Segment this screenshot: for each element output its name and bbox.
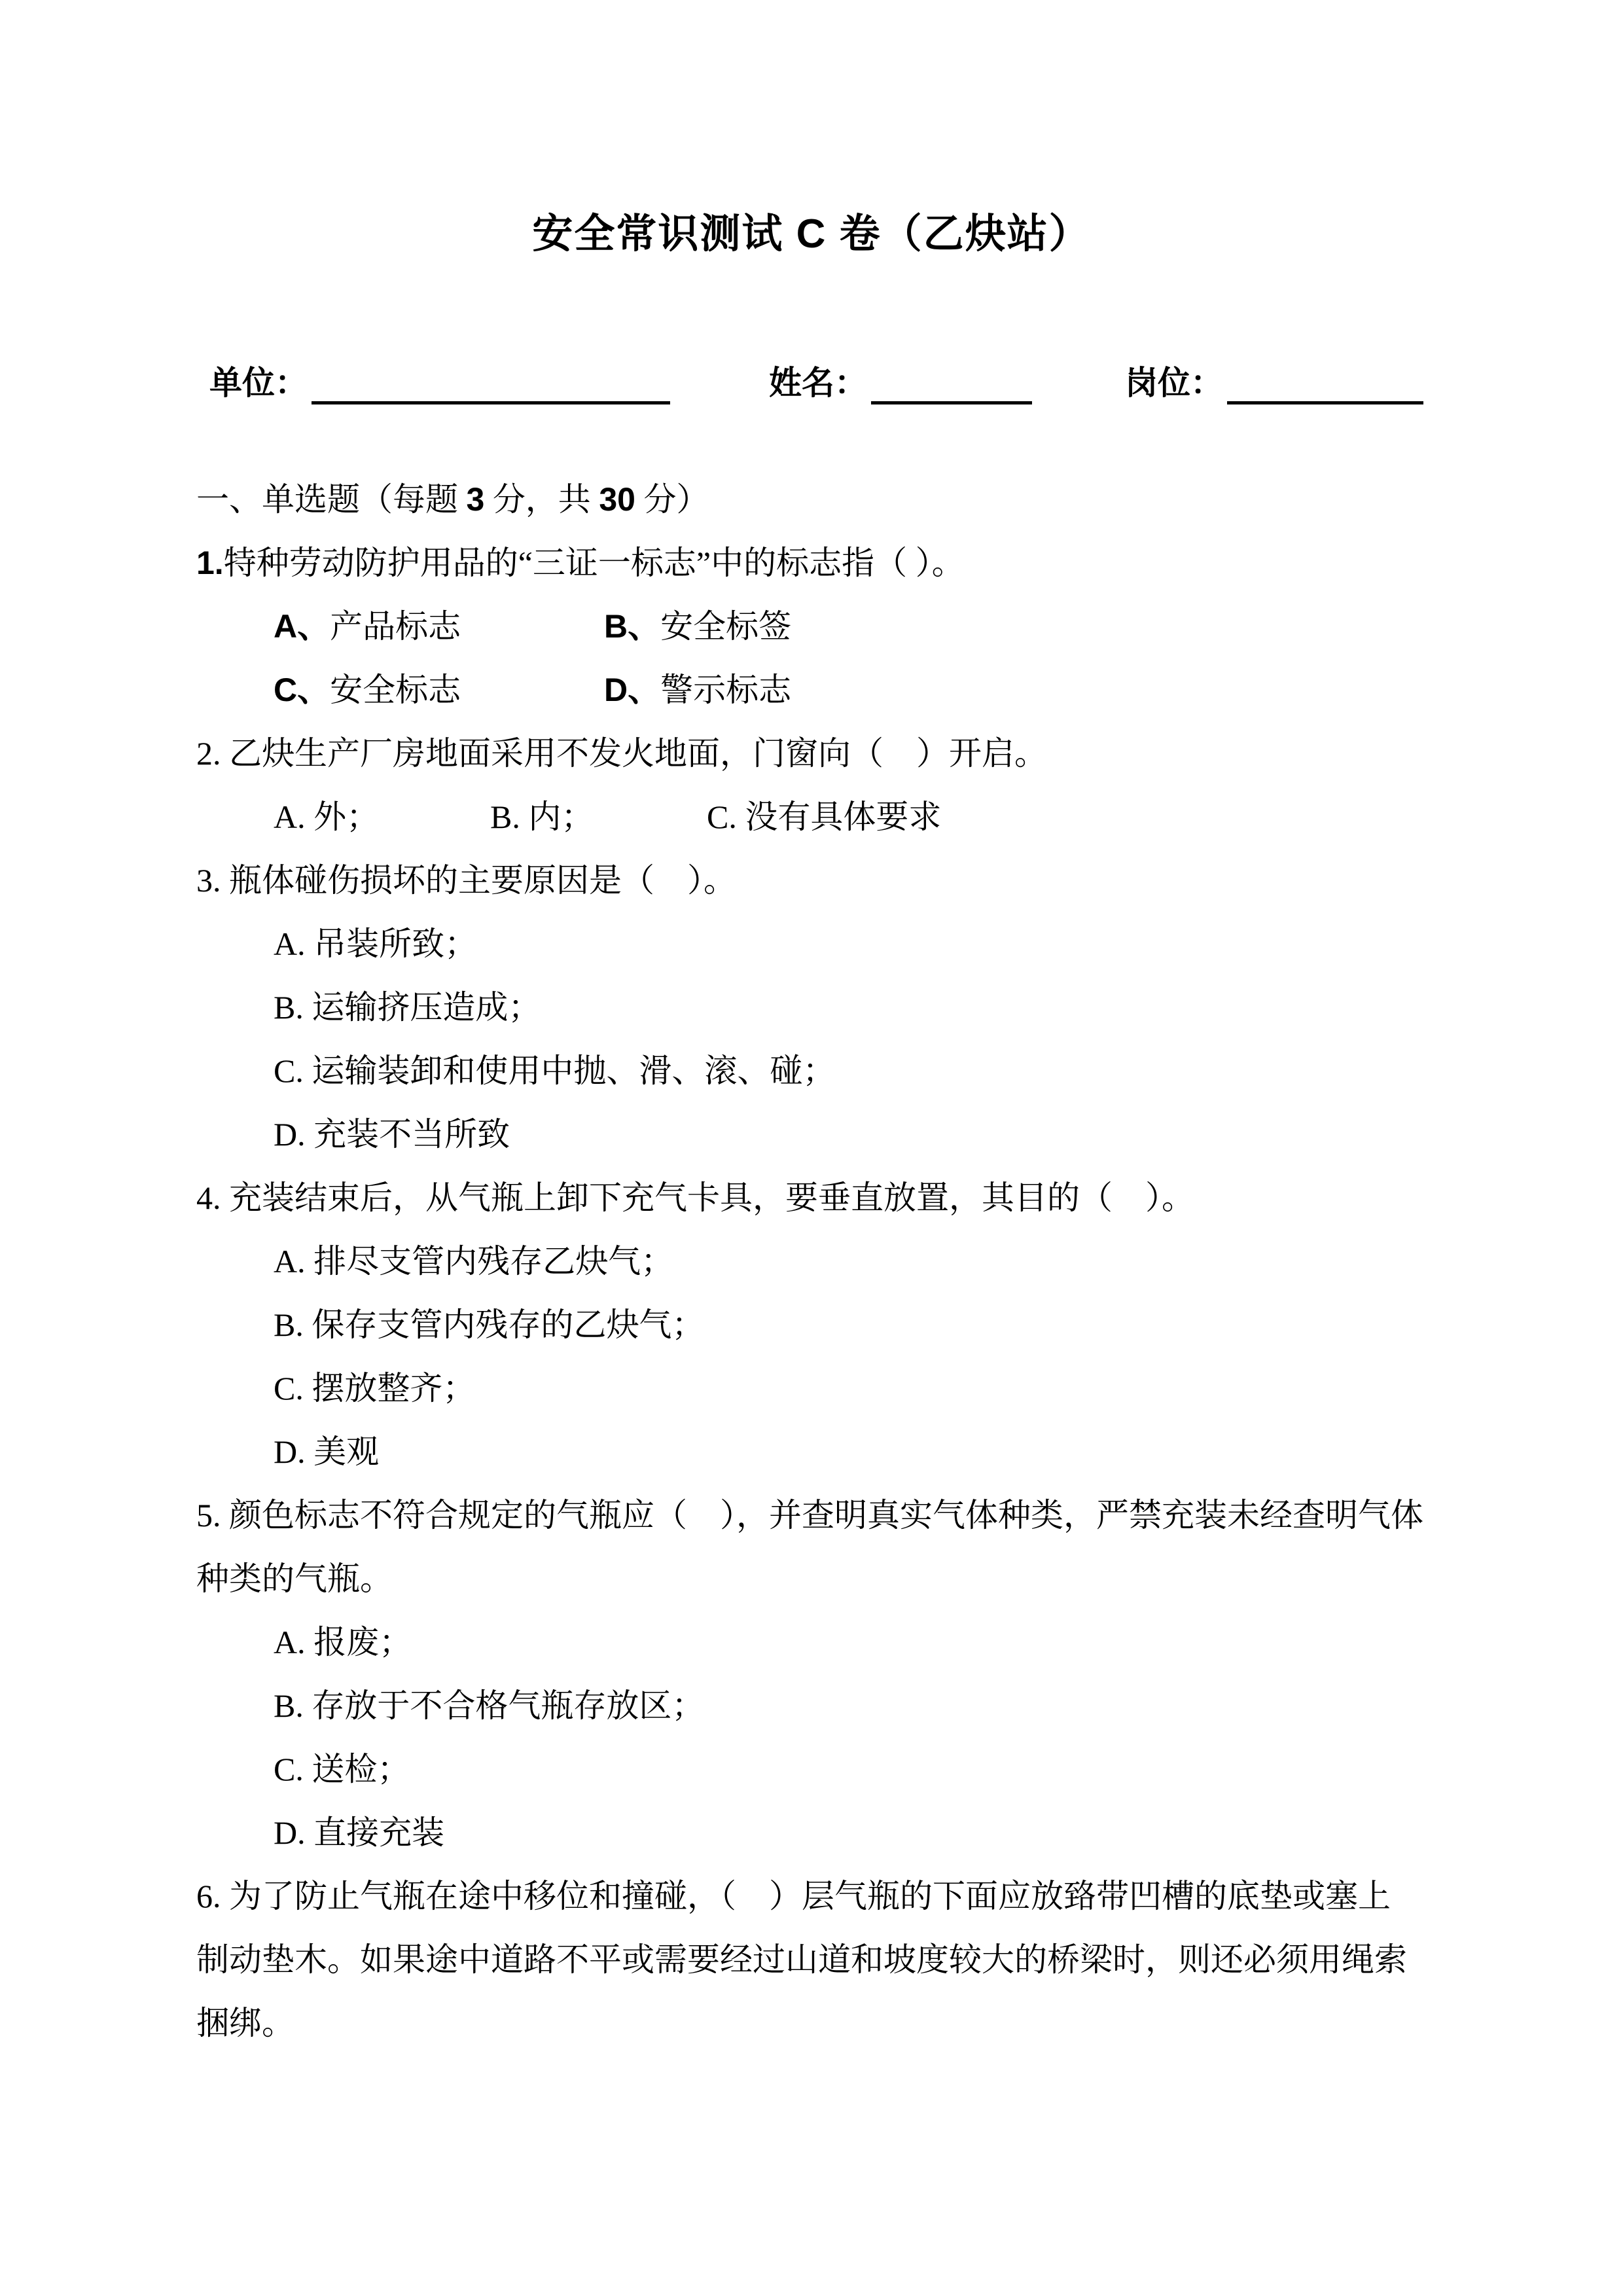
post-label: 岗位： <box>1125 365 1223 401</box>
question-4-number: 4. <box>196 1179 221 1216</box>
q1-option-d: D、警示标志 <box>604 672 792 708</box>
q3-option-c: C. 运输装卸和使用中抛、滑、滚、碰； <box>274 1052 836 1089</box>
q1-options-row-1 <box>196 595 1453 658</box>
score-each: 3 <box>466 481 485 518</box>
question-5-number: 5. <box>196 1497 221 1534</box>
post-field <box>1125 361 1423 404</box>
q1-option-b: B、安全标签 <box>604 608 792 645</box>
q4-option-b: B. 保存支管内残存的乙炔气； <box>274 1306 705 1343</box>
question-1 <box>196 531 1453 595</box>
question-6-line-2: 制动垫木。如果途中道路不平或需要经过山道和坡度较大的桥梁时，则还必须用绳索 <box>196 1941 1407 1978</box>
name-field <box>769 361 1032 404</box>
q1-option-c: C、安全标志 <box>274 672 461 708</box>
name-blank-line <box>871 365 1032 404</box>
name-label: 姓名： <box>769 365 867 401</box>
score-total: 30 <box>599 481 635 518</box>
question-2 <box>196 722 1453 785</box>
q3-option-b: B. 运输挤压造成； <box>274 989 541 1026</box>
question-6-line-1 <box>196 1865 1453 1928</box>
q3-option-d: D. 充装不当所致 <box>274 1116 510 1153</box>
question-2-number: 2. <box>196 735 221 772</box>
q1-option-a: A、产品标志 <box>274 608 461 645</box>
q3-option-a: A. 吊装所致； <box>274 925 478 962</box>
question-6-text-line-1: 为了防止气瓶在途中移位和撞碰，（ ）层气瓶的下面应放臵带凹槽的底垫或塞上 <box>221 1878 1391 1914</box>
question-2-text: 乙炔生产厂房地面采用不发火地面，门窗向（ ）开启。 <box>221 735 1047 772</box>
question-5-line-2: 种类的气瓶。 <box>196 1560 393 1597</box>
q5-option-b: B. 存放于不合格气瓶存放区； <box>274 1687 705 1724</box>
question-5-line-1 <box>196 1484 1453 1547</box>
unit-label: 单位： <box>209 365 308 401</box>
question-6-line-3: 捆绑。 <box>196 2005 294 2041</box>
q4-option-a: A. 排尽支管内残存乙炔气； <box>274 1243 674 1280</box>
question-6-number: 6. <box>196 1878 221 1914</box>
question-1-number: 1. <box>196 545 224 581</box>
q4-option-c: C. 摆放整齐； <box>274 1370 476 1407</box>
q4-option-d: D. 美观 <box>274 1433 380 1470</box>
question-3 <box>196 849 1453 912</box>
q5-option-d: D. 直接充装 <box>274 1814 445 1851</box>
q2-option-a: A. 外； <box>274 798 380 835</box>
q5-option-c: C. 送检； <box>274 1751 410 1787</box>
section-heading: 一、单选题（每题 3 分，共 30 分） <box>196 481 709 518</box>
q2-option-b: B. 内； <box>490 798 594 835</box>
question-3-text: 瓶体碰伤损坏的主要原因是（ ）。 <box>221 862 736 899</box>
header-fields-row <box>0 361 1623 404</box>
post-blank-line <box>1227 365 1423 404</box>
q2-option-c: C. 没有具体要求 <box>707 798 942 835</box>
question-3-number: 3. <box>196 862 221 899</box>
unit-blank-line <box>312 365 670 404</box>
question-4-text: 充装结束后，从气瓶上卸下充气卡具，要垂直放置，其目的（ ）。 <box>221 1179 1194 1216</box>
q1-options-row-2 <box>196 658 1453 722</box>
questions-content <box>196 468 1453 2055</box>
question-4 <box>196 1166 1453 1230</box>
q5-option-a: A. 报废； <box>274 1624 412 1660</box>
question-1-text: 特种劳动防护用品的“三证一标志”中的标志指（ ）。 <box>223 545 965 581</box>
question-5-text-line-1: 颜色标志不符合规定的气瓶应（ ），并查明真实气体种类，严禁充装未经查明气体 <box>221 1497 1423 1534</box>
unit-field <box>209 361 670 404</box>
q2-options-row <box>196 785 1453 849</box>
page-title: 安全常识测试 C 卷（乙炔站） <box>532 211 1091 257</box>
